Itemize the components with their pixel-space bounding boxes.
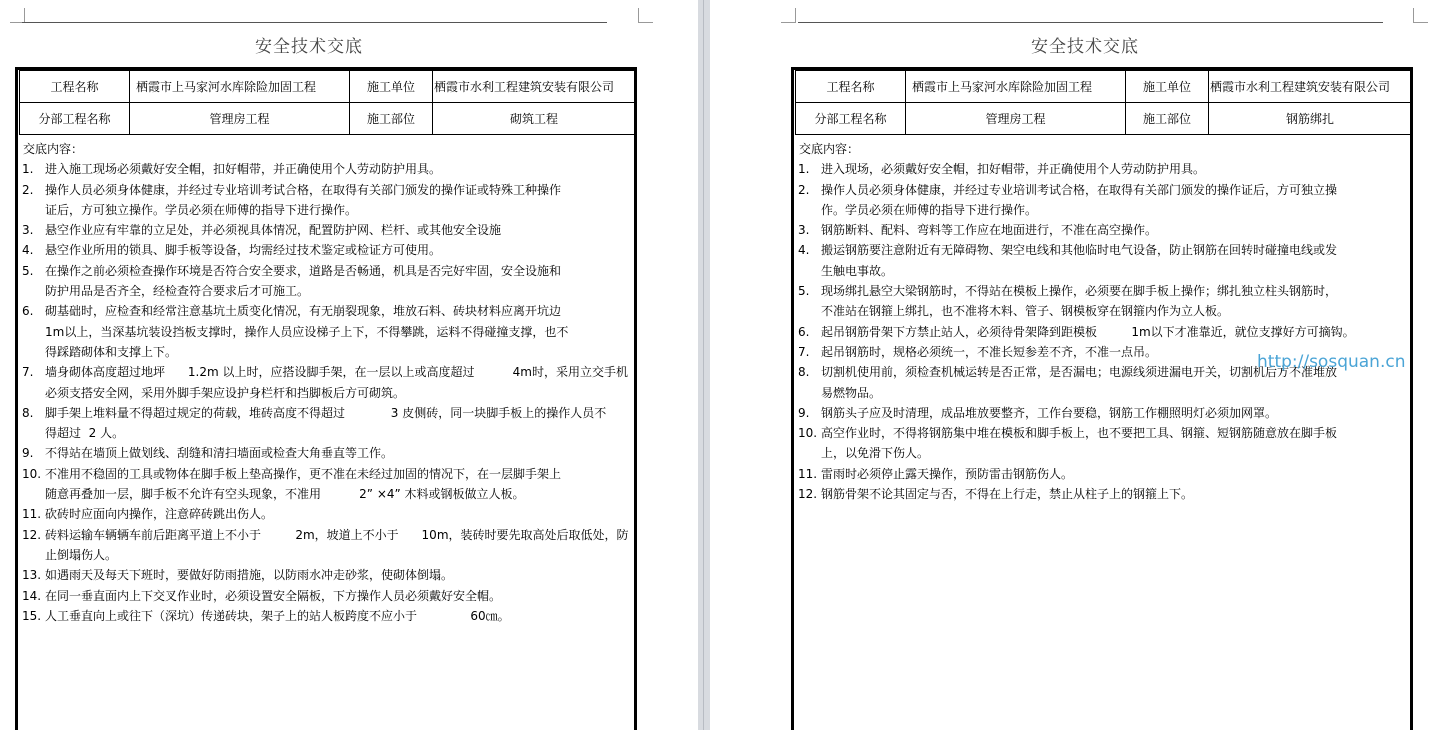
list-item [796,281,1408,301]
list-item-number: 5. [798,284,810,299]
list-item-number: 8. [22,405,34,420]
list-item-continuation: 得踩踏砌体和支撑上下。 [45,344,178,359]
list-item-text: 钢筋头子应及时清理，成品堆放要整齐，工作台要稳，钢筋工作棚照明灯必须加网罩。 [821,405,1278,420]
list-item-number: 10. [798,426,818,441]
list-item [20,180,632,200]
list-item-text: 脚手架上堆料量不得超过规定的荷载，堆砖高度不得超过 3 皮侧砖，同一块脚手板上的操作人员不 [45,405,607,420]
list-item-number: 7. [22,365,34,380]
list-item-continuation: 随意再叠加一层，脚手板不允许有空头现象，不准用 2” ×4” 木料或钢板做立人板。 [45,487,525,502]
project-name-value: 栖霞市上马家河水库除险加固工程 [130,71,350,103]
page-corner-mark [638,8,653,23]
list-item [796,464,1408,484]
sub-project-value: 管理房工程 [906,103,1126,135]
list-item-number: 6. [798,324,810,339]
list-item [20,464,632,484]
frame-border [634,67,637,730]
frame-border [791,67,1413,70]
list-item-text: 切割机使用前，须检查机械运转是否正常，是否漏电；电源线须进漏电开关，切割机后方不准堆放 [821,365,1338,380]
list-item [20,362,632,382]
list-item-number: 14. [22,588,42,603]
list-item-continuation: 必须支搭安全网，采用外脚手架应设护身栏杆和挡脚板后方可砌筑。 [45,385,406,400]
list-item [796,220,1408,240]
list-item-number: 9. [798,405,810,420]
list-item [20,586,632,606]
list-item-continuation: 生触电事故。 [821,263,894,278]
list-item-number: 15. [22,608,42,623]
list-item [796,240,1408,260]
list-item [20,565,632,585]
list-item-text: 现场绑扎悬空大梁钢筋时，不得站在模板上操作，必须要在脚手板上操作；绑扎独立柱头钢筋时， [821,284,1338,299]
list-item-continuation: 易燃物品。 [821,385,882,400]
page-corner-mark [1413,8,1428,23]
list-item-text: 操作人员必须身体健康，并经过专业培训考试合格，在取得有关部门颁发的操作证或特殊工种操作 [45,182,562,197]
list-item-text: 钢筋骨架不论其固定与否，不得在上行走，禁止从柱子上的钢箍上下。 [821,487,1194,502]
frame-border [15,67,637,70]
info-table [795,70,1412,135]
construction-part-value: 砌筑工程 [433,103,636,135]
content-list [20,159,632,626]
page-corner-mark [781,8,796,23]
watermark-url: http://sosquan.cn [1257,352,1406,372]
construction-unit-value: 栖霞市水利工程建筑安装有限公司 [433,71,636,103]
list-item [796,159,1408,179]
content-heading: 交底内容： [23,142,84,156]
list-item [20,159,632,179]
list-item-continuation: 证后，方可独立操作。学员必须在师傅的指导下进行操作。 [45,202,358,217]
list-item-text: 悬空作业应有牢靠的立足处，并必须视具体情况，配置防护网、栏杆、或其他安全设施 [45,223,502,238]
list-item-number: 12. [22,527,42,542]
list-item-number: 7. [798,344,810,359]
list-item-text: 在操作之前必须检查操作环境是否符合安全要求，道路是否畅通，机具是否完好牢固，安全设施和 [45,263,562,278]
list-item-number: 3. [798,223,810,238]
list-item-text: 起吊钢筋时，规格必须统一，不准长短参差不齐，不准一点吊。 [821,344,1158,359]
list-item-text: 砍砖时应面向内操作，注意碎砖跳出伤人。 [45,507,274,522]
list-item-text: 钢筋断料、配料、弯料等工作应在地面进行，不准在高空操作。 [821,223,1158,238]
content-body [20,139,632,626]
list-item-continuation: 不准站在钢箍上绑扎，也不准将木料、管子、钢模板穿在钢箍内作为立人板。 [821,304,1230,319]
list-item-number: 6. [22,304,34,319]
list-item-number: 1. [22,162,34,177]
frame-border [1410,67,1413,730]
list-item-text: 搬运钢筋要注意附近有无障碍物、架空电线和其他临时电气设备，防止钢筋在回转时碰撞电线或发 [821,243,1338,258]
construction-unit-value: 栖霞市水利工程建筑安装有限公司 [1209,71,1412,103]
list-item-text: 起吊钢筋骨架下方禁止站人，必须待骨架降到距模板 1m以下才准靠近，就位支撑好方可摘钩。 [821,324,1355,339]
list-item [20,443,632,463]
list-item-text: 砖料运输车辆辆车前后距离平道上不小于 2m，坡道上不小于 10m，装砖时要先取高处后取低处，防 [45,527,629,542]
list-item-continuation: 1m以上，当深基坑装设挡板支撑时，操作人员应设梯子上下，不得攀跳，运料不得碰撞支撑，也不 [45,324,569,339]
list-item-text: 如遇雨天及每天下班时，要做好防雨措施，以防雨水冲走砂浆，使砌体倒塌。 [45,568,454,583]
list-item-continuation: 上，以免滑下伤人。 [821,446,930,461]
list-item-number: 10. [22,466,42,481]
content-list [796,159,1408,504]
page-corner-mark [10,8,25,23]
list-item-text: 雷雨时必须停止露天操作，预防雷击钢筋伤人。 [821,466,1074,481]
list-item-number: 11. [798,466,818,481]
list-item-continuation: 作。学员必须在师傅的指导下进行操作。 [821,202,1038,217]
list-item [796,322,1408,342]
list-item [20,261,632,281]
content-body [796,139,1408,504]
list-item-text: 不得站在墙顶上做划线、刮缝和清扫墙面或检查大角垂直等工作。 [45,446,394,461]
list-item [796,484,1408,504]
project-name-value: 栖霞市上马家河水库除险加固工程 [906,71,1126,103]
list-item-text: 悬空作业所用的锁具、脚手板等设备，均需经过技术鉴定或检证方可使用。 [45,243,442,258]
list-item-number: 3. [22,223,34,238]
list-item-number: 2. [22,182,34,197]
list-item [20,525,632,545]
list-item-text: 在同一垂直面内上下交叉作业时，必须设置安全隔板，下方操作人员必须戴好安全帽。 [45,588,502,603]
list-item-text: 人工垂直向上或往下（深坑）传递砖块，架子上的站人板跨度不应小于 60㎝。 [45,608,510,623]
construction-part-label: 施工部位 [1126,103,1209,135]
list-item-text: 进入施工现场必须戴好安全帽，扣好帽带，并正确使用个人劳动防护用具。 [45,162,442,177]
list-item-continuation: 得超过 2 人。 [45,426,125,441]
frame-border [15,67,18,730]
list-item-number: 12. [798,487,818,502]
list-item [20,606,632,626]
list-item [20,220,632,240]
construction-unit-label: 施工单位 [350,71,433,103]
list-item [796,180,1408,200]
list-item-text: 墙身砌体高度超过地坪 1.2m 以上时，应搭设脚手架，在一层以上或高度超过 4m时，采用立交手机 [45,365,628,380]
sub-project-label: 分部工程名称 [20,103,130,135]
list-item-text: 砌基础时，应检查和经常注意基坑土质变化情况，有无崩裂现象，堆放石料、砖块材料应离开坑边 [45,304,562,319]
list-item [796,403,1408,423]
list-item-text: 高空作业时，不得将钢筋集中堆在模板和脚手板上，也不要把工具、钢箍、短钢筋随意放在脚手板 [821,426,1338,441]
construction-unit-label: 施工单位 [1126,71,1209,103]
list-item-number: 2. [798,182,810,197]
list-item-number: 4. [798,243,810,258]
content-heading: 交底内容： [799,142,860,156]
list-item-text: 进入现场，必须戴好安全帽，扣好帽带，并正确使用个人劳动防护用具。 [821,162,1206,177]
list-item-continuation: 防护用品是否齐全，经检查符合要求后才可施工。 [45,284,310,299]
project-name-label: 工程名称 [20,71,130,103]
list-item-number: 9. [22,446,34,461]
info-table [19,70,636,135]
sub-project-label: 分部工程名称 [796,103,906,135]
page-title: 安全技术交底 [1031,37,1139,57]
list-item-number: 5. [22,263,34,278]
list-item [796,423,1408,443]
list-item-number: 1. [798,162,810,177]
project-name-label: 工程名称 [796,71,906,103]
list-item-number: 8. [798,365,810,380]
list-item-text: 操作人员必须身体健康，并经过专业培训考试合格，在取得有关部门颁发的操作证后，方可独立操 [821,182,1338,197]
header-rule [798,22,1383,23]
page-divider [703,0,704,730]
header-rule [22,22,607,23]
list-item-number: 4. [22,243,34,258]
frame-border [791,67,794,730]
list-item [20,301,632,321]
construction-part-value: 钢筋绑扎 [1209,103,1412,135]
list-item [20,504,632,524]
list-item-continuation: 止倒塌伤人。 [45,547,118,562]
page-gutter [698,0,710,730]
construction-part-label: 施工部位 [350,103,433,135]
list-item [20,240,632,260]
list-item-text: 不准用不稳固的工具或物体在脚手板上垫高操作，更不准在未经过加固的情况下，在一层脚手架上 [45,466,562,481]
list-item-number: 13. [22,568,42,583]
list-item [20,403,632,423]
list-item-number: 11. [22,507,42,522]
sub-project-value: 管理房工程 [130,103,350,135]
page-title: 安全技术交底 [255,37,363,57]
